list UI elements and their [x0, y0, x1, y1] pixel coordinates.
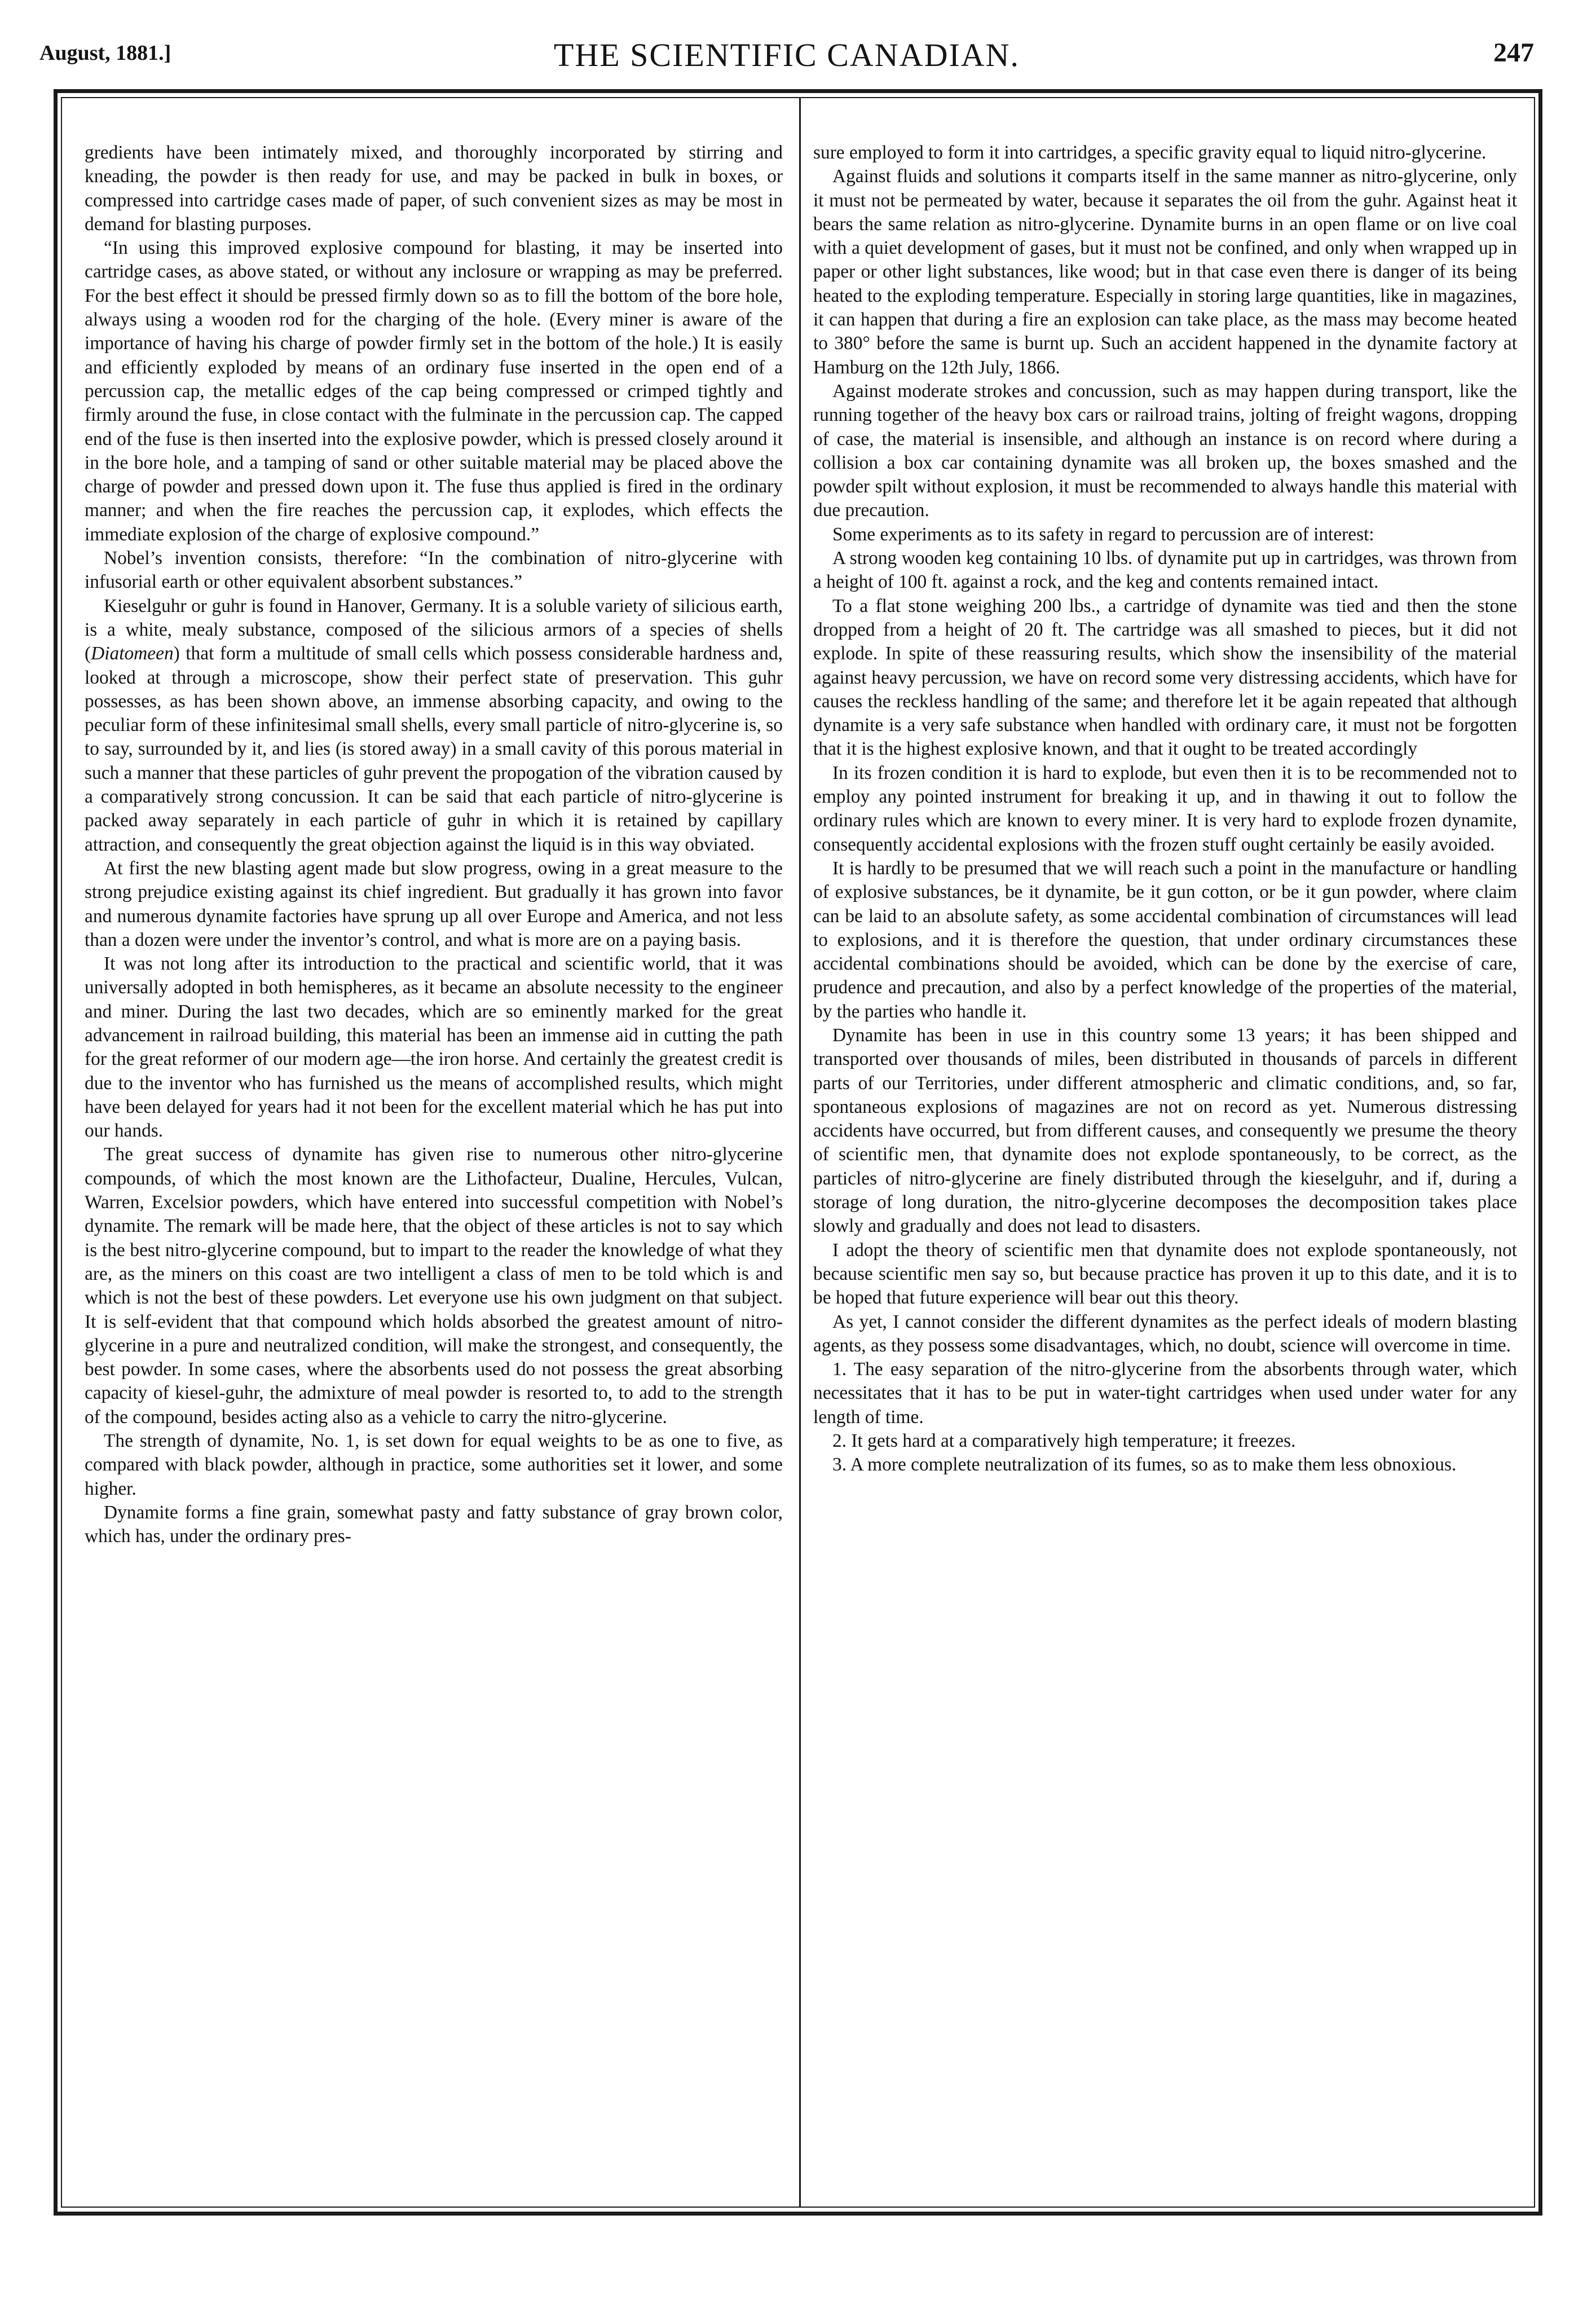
paragraph: Kieselguhr or guhr is found in Hanover, Germany. It is a soluble variety of silicious earth, is a white, mealy substance, composed of the silicious armors of a species of shells (Diatomeen) that form a multitude of small cells which possess considerable hardness and, looked at through a microscope, show their perfect state of preservation. This guhr possesses, as has been shown above, an immense absorbing capacity, and owing to the peculiar form of these infinitesimal small shells, every small particle of nitro-glycerine is, so to say, surrounded by it, and lies (is stored away) in a small cavity of this porous material in such a manner that these particles of guhr prevent the propogation of the vibration caused by a comparatively strong concussion. It can be said that each particle of nitro-glycerine is packed away separately in each particle of guhr in which it is retained by capillary attraction, and consequently the great objection against the liquid is in this way obviated.	[85, 595, 783, 855]
paragraph: The great success of dynamite has given rise to numerous other nitro-glycerine compounds, of which the most known are the Lithofacteur, Dualine, Hercules, Vulcan, Warren, Excelsior powders, which have entered into successful competition with Nobel’s dynamite. The remark will be made here, that the object of these articles is not to say which is the best nitro-glycerine compound, but to impart to the reader the knowledge of what they are, as the miners on this coast are two intelligent a class of men to be told which is and which is not the best of these powders. Let everyone use his own judgment on that subject. It is self-evident that that compound which holds absorbed the greatest amount of nitro-glycerine in a pure and neutralized condition, will make the strongest, and consequently, the best powder. In some cases, where the absorbents used do not possess the great absorbing capacity of kiesel-guhr, the admixture of meal powder is resorted to, to add to the strength of the compound, besides acting also as a vehicle to carry the nitro-glycerine.	[85, 1144, 783, 1428]
paragraph: Against moderate strokes and concussion, such as may happen during transport, like the running together of the heavy box cars or railroad trains, jolting of freight wagons, dropping of case, the material is insensible, and although an instance is on record where during a collision a box car containing dynamite was all broken up, the boxes smashed and the powder spilt without explosion, it must be recommended to always handle this material with due precaution.	[813, 380, 1517, 521]
paragraph: Nobel’s invention consists, therefore: “In the combination of nitro-glycerine with infusorial earth or other equivalent absorbent substances.”	[85, 548, 783, 593]
publication-title: THE SCIENTIFIC CANADIAN.	[553, 37, 1020, 73]
paragraph: Against fluids and solutions it comparts itself in the same manner as nitro-glycerine, only it must not be permeated by water, because it separates the oil from the guhr. Against heat it bears the same relation as nitro-glycerine. Dynamite burns in an open flame or on live coal with a quiet development of gases, but it must not be confined, and only when wrapped up in paper or other light substances, like wood; but in that case even there is danger of its being heated to the exploding temperature. Especially in storing large quantities, like in magazines, it can happen that during a fire an explosion can take place, as the mass may become heated to 380° before the same is burnt up. Such an accident happened in the dynamite factory at Hamburg on the 12th July, 1866.	[813, 166, 1517, 378]
paragraph: As yet, I cannot consider the different dynamites as the perfect ideals of modern blasting agents, as they possess some disadvantages, which, no doubt, science will overcome in time.	[813, 1311, 1517, 1356]
left-column	[85, 141, 783, 2172]
paragraph: A strong wooden keg containing 10 lbs. of dynamite put up in cartridges, was thrown from a height of 100 ft. against a rock, and the keg and contents remained intact.	[813, 548, 1517, 593]
paragraph: I adopt the theory of scientific men that dynamite does not explode spontaneously, not because scientific men say so, but because practice has proven it up to this date, and it is to be hoped that future experience will bear out this theory.	[813, 1239, 1517, 1309]
paragraph: sure employed to form it into cartridges, a specific gravity equal to liquid nitro-glycerine.	[813, 142, 1487, 163]
numbered-item: 3. A more complete neutralization of its fumes, so as to make them less obnoxious.	[832, 1454, 1457, 1476]
paragraph: Dynamite forms a fine grain, somewhat pasty and fatty substance of gray brown color, which has, under the ordinary pres-	[85, 1501, 783, 1547]
paragraph: It is hardly to be presumed that we will reach such a point in the manufacture or handling of explosive substances, be it dynamite, be it gun cotton, or be it gun powder, where claim can be laid to an absolute safety, as some accidental combination of circumstances will lead to explosions, and it is therefore the question, that under ordinary circumstances these accidental combinations should be avoided, which can be done by the exercise of care, prudence and precaution, and also by a perfect knowledge of the properties of the material, by the parties who handle it.	[813, 857, 1517, 1022]
right-column	[813, 141, 1517, 2172]
paragraph: The strength of dynamite, No. 1, is set down for equal weights to be as one to five, as compared with black powder, although in practice, some authorities set it lower, and some higher.	[85, 1430, 783, 1499]
running-head	[39, 36, 1534, 76]
paragraph: “In using this improved explosive compound for blasting, it may be inserted into cartridge cases, as above stated, or without any inclosure or wrapping as may be preferred. For the best effect it should be pressed firmly down so as to fill the bottom of the bore hole, always using a wooden rod for the charging of the hole. (Every miner is aware of the importance of having his charge of powder firmly set in the bottom of the hole.) It is easily and efficiently exploded by means of an ordinary fuse inserted in the open end of a percussion cap, the metallic edges of the cap being compressed or crimped tightly and firmly around the fuse, in close contact with the fulminate in the percussion cap. The capped end of the fuse is then inserted into the explosive powder, which is pressed closely around it in the bore hole, and a tamping of sand or other suitable material may be placed above the charge of powder and pressed down upon it. The fuse thus applied is fired in the ordinary manner; and when the fire reaches the percussion cap, it explodes, which effects the immediate explosion of the charge of explosive compound.”	[85, 237, 783, 545]
paragraph: It was not long after its introduction to the practical and scientific world, that it was universally adopted in both hemispheres, as it became an absolute necessity to the engineer and miner. During the last two decades, which are so eminently marked for the great advancement in railroad building, this material has been an immense aid in cutting the path for the great reformer of our modern age—the iron horse. And certainly the greatest credit is due to the inventor who has furnished us the means of accomplished results, which might have been delayed for years had it not been for the excellent material which he has put into our hands.	[85, 953, 783, 1142]
paragraph: At first the new blasting agent made but slow progress, owing in a great measure to the strong prejudice existing against its chief ingredient. But gradually it has grown into favor and numerous dynamite factories have sprung up all over Europe and America, and not less than a dozen were under the inventor’s control, and what is more are on a paying basis.	[85, 857, 783, 950]
numbered-item: 1. The easy separation of the nitro-glycerine from the absorbents through water, which necessitates that it has to be put in water-tight cartridges when used under water for any length of time.	[813, 1359, 1517, 1428]
page-number: 247	[1493, 38, 1534, 68]
paragraph: gredients have been intimately mixed, and thoroughly incorporated by stirring and kneading, the powder is then ready for use, and may be packed in bulk in boxes, or compressed into cartridge cases made of paper, of such convenient sizes as may be most in demand for blasting purposes.	[85, 142, 783, 235]
paragraph: Dynamite has been in use in this country some 13 years; it has been shipped and transported over thousands of miles, been distributed in thousands of parcels in different parts of our Territories, under different atmospheric and climatic conditions, and, so far, spontaneous explosions of magazines are not on record as yet. Numerous distressing accidents have occurred, but from different causes, and consequently we presume the theory of scientific men, that dynamite does not explode spontaneously, to be correct, as the particles of nitro-glycerine are finely distributed through the kieselguhr, and if, during a storage of long duration, the nitro-glycerine decomposes the decomposition takes place slowly and gradually and does not lead to disasters.	[813, 1024, 1517, 1237]
paragraph: In its frozen condition it is hard to explode, but even then it is to be recommended not to employ any pointed instrument for breaking it up, and in thawing it out to follow the ordinary rules which are known to every miner. It is very hard to explode frozen dynamite, consequently accidental explosions with the frozen stuff ought certainly be easily avoided.	[813, 762, 1517, 855]
paragraph: To a flat stone weighing 200 lbs., a cartridge of dynamite was tied and then the stone dropped from a height of 20 ft. The cartridge was all smashed to pieces, but it did not explode. In spite of these reassuring results, which show the insensibility of the material against heavy percussion, we have on record some very distressing accidents, which have for causes the reckless handling of the same; and therefore let it be again repeated that although dynamite is a very safe substance when handled with ordinary care, it must not be forgotten that it is the highest explosive known, and that it ought to be treated accordingly	[813, 595, 1517, 760]
column-divider	[799, 97, 801, 2208]
numbered-item: 2. It gets hard at a comparatively high temperature; it freezes.	[832, 1430, 1296, 1452]
issue-date: August, 1881.]	[39, 41, 171, 65]
paragraph: Some experiments as to its safety in regard to percussion are of interest:	[832, 523, 1374, 545]
